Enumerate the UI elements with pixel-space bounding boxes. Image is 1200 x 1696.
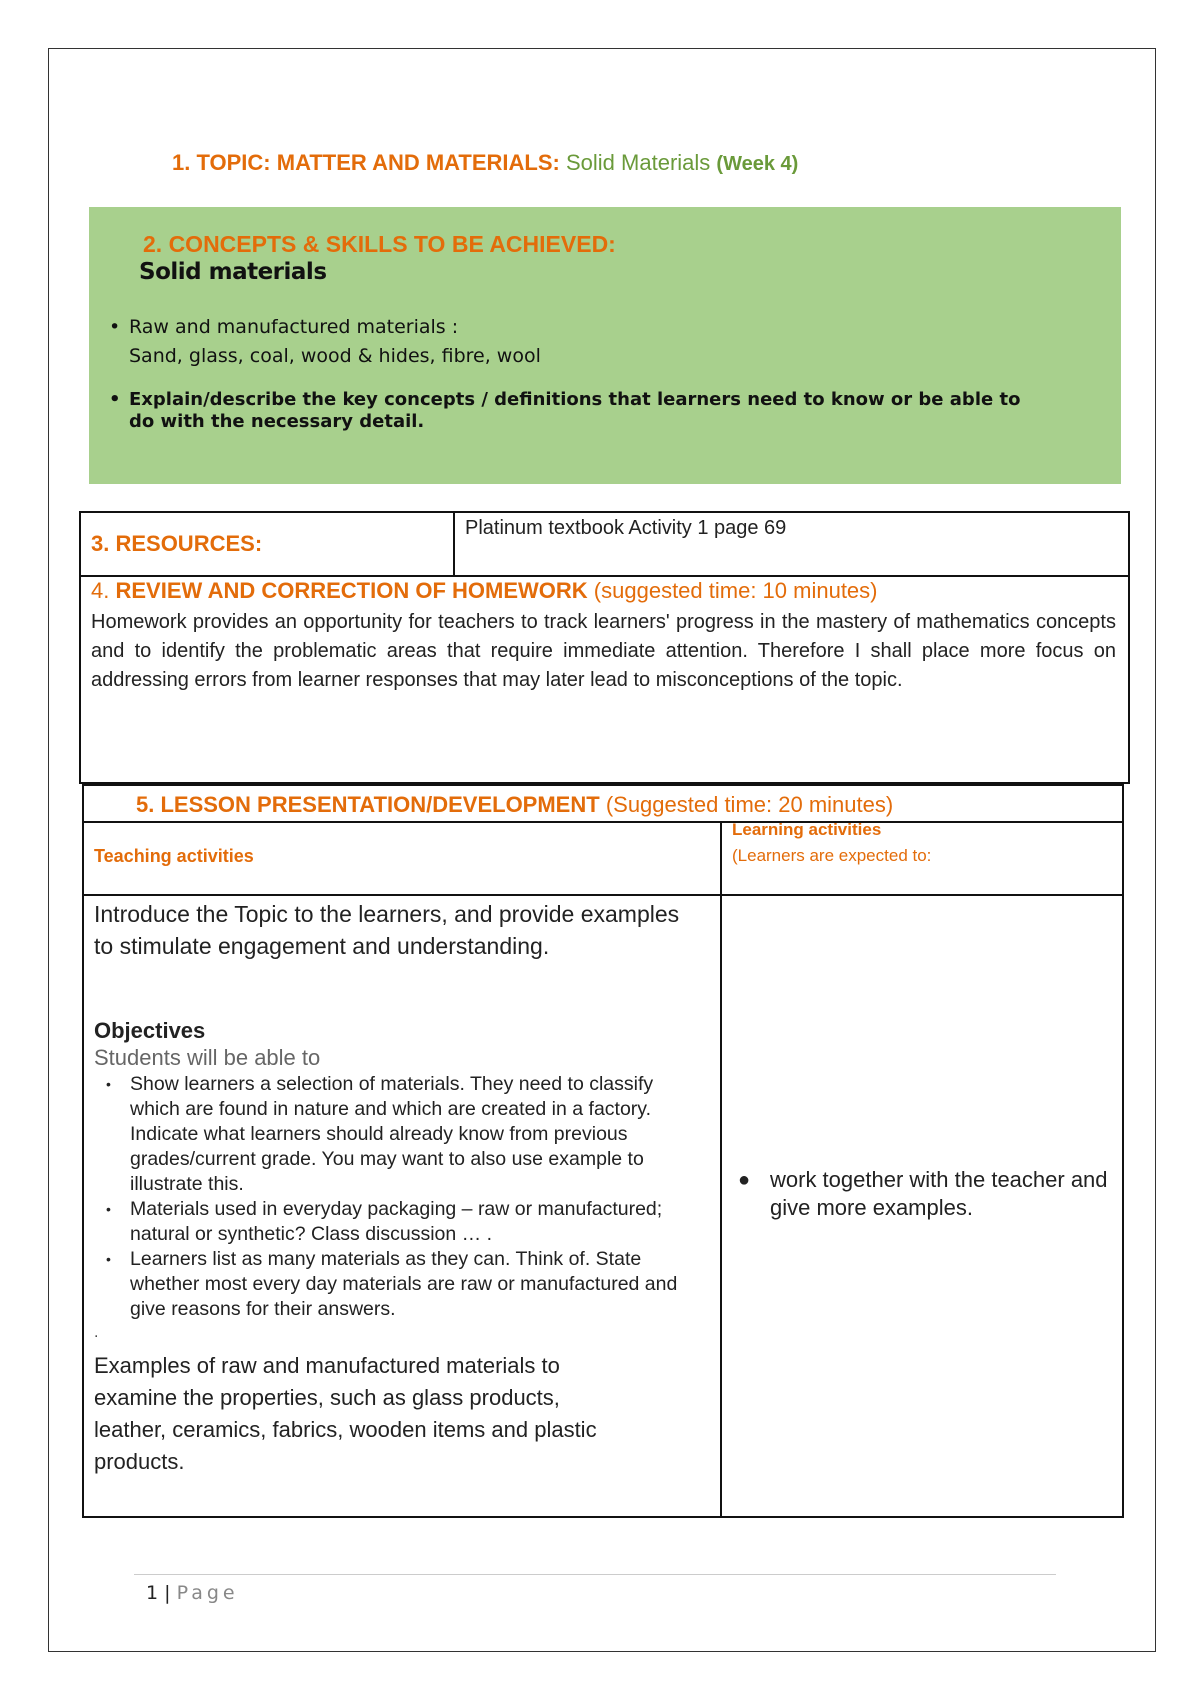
topic-week: (Week 4) [716, 153, 799, 175]
review-heading [91, 578, 878, 604]
resources-value: Platinum textbook Activity 1 page 69 [465, 517, 787, 539]
objective-text: Learners list as many materials as they can. Think of. State whether most every day materials are raw or manufactured and give reasons for their answers. [130, 1248, 678, 1320]
concepts-item1-line1: Raw and manufactured materials : [129, 316, 459, 338]
learning-item [732, 1166, 1112, 1222]
concepts-item [109, 389, 1049, 433]
learning-item-text: work together with the teacher and give more examples. [770, 1167, 1108, 1220]
dot-mark: . [94, 1324, 99, 1341]
objectives-list [98, 1072, 698, 1322]
concepts-item2: Explain/describe the key concepts / definitions that learners need to know or be able to do with the necessary detail. [129, 389, 1021, 432]
lesson-title: 5. LESSON PRESENTATION/DEVELOPMENT [136, 792, 600, 817]
objectives-title: Objectives [94, 1018, 206, 1043]
bullet-icon: ● [738, 1169, 751, 1191]
resources-review-table [79, 511, 1130, 784]
bullet-icon: • [109, 316, 121, 338]
objective-item [98, 1197, 698, 1247]
concepts-item [109, 313, 1049, 371]
objective-item [98, 1072, 698, 1197]
lesson-time: (Suggested time: 20 minutes) [605, 792, 894, 817]
bullet-icon: • [109, 389, 121, 410]
lesson-examples: Examples of raw and manufactured materials to examine the properties, such as glass products, leather, ceramics, fabrics, wooden items and plastic products. [94, 1353, 597, 1474]
bullet-icon: • [106, 1251, 111, 1267]
footer-separator: | [164, 1582, 171, 1604]
topic-title: TOPIC: MATTER AND MATERIALS: [196, 150, 560, 175]
learning-header: Learning activities [732, 820, 882, 839]
learning-subheader: (Learners are expected to: [732, 846, 932, 865]
divider [720, 821, 722, 1518]
review-paragraph: Homework provides an opportunity for teachers to track learners' progress in the mastery of mathematics concepts and to identify the problematic areas that require immediate attention. Therefore I shall place more focus on addressing errors from learner responses that may later lead to misconceptions of the topic. [91, 611, 1116, 691]
concepts-subheading: Solid materials [139, 259, 327, 285]
divider [84, 821, 1122, 823]
resources-label: 3. RESOURCES: [91, 531, 263, 556]
topic-subject: Solid Materials [566, 150, 711, 175]
review-time: (suggested time: 10 minutes) [593, 578, 878, 603]
topic-heading [172, 150, 798, 176]
concepts-list [109, 313, 1049, 451]
objective-text: Show learners a selection of materials. They need to classify which are found in nature and which are created in a factory. Indicate what learners should already know from previous grades/current grade. You may want to also use example to illustrate this. [130, 1073, 654, 1195]
page-label: Page [176, 1582, 239, 1604]
lesson-table [82, 784, 1124, 1518]
topic-number: 1. [172, 150, 191, 175]
concepts-box [89, 207, 1121, 484]
objective-item [98, 1247, 698, 1322]
concepts-item1-line2: Sand, glass, coal, wood & hides, fibre, wool [129, 345, 541, 367]
lesson-heading [136, 792, 893, 818]
bullet-icon: • [106, 1201, 111, 1217]
objective-text: Materials used in everyday packaging – raw or manufactured; natural or synthetic? Class discussion … . [130, 1198, 663, 1245]
divider [453, 513, 455, 575]
resources-row [81, 513, 1128, 577]
page-number: 1 [146, 1582, 159, 1604]
bullet-icon: • [106, 1076, 111, 1092]
review-title: REVIEW AND CORRECTION OF HOMEWORK [115, 578, 588, 603]
divider [84, 894, 1122, 896]
footer-divider [134, 1574, 1056, 1575]
objectives-subtitle: Students will be able to [94, 1045, 321, 1070]
lesson-intro: Introduce the Topic to the learners, and provide examples to stimulate engagement and understanding. [94, 901, 680, 959]
teaching-header: Teaching activities [94, 846, 254, 866]
concepts-heading: 2. CONCEPTS & SKILLS TO BE ACHIEVED: [143, 231, 616, 257]
page-footer [146, 1582, 239, 1604]
review-number: 4. [91, 578, 110, 603]
